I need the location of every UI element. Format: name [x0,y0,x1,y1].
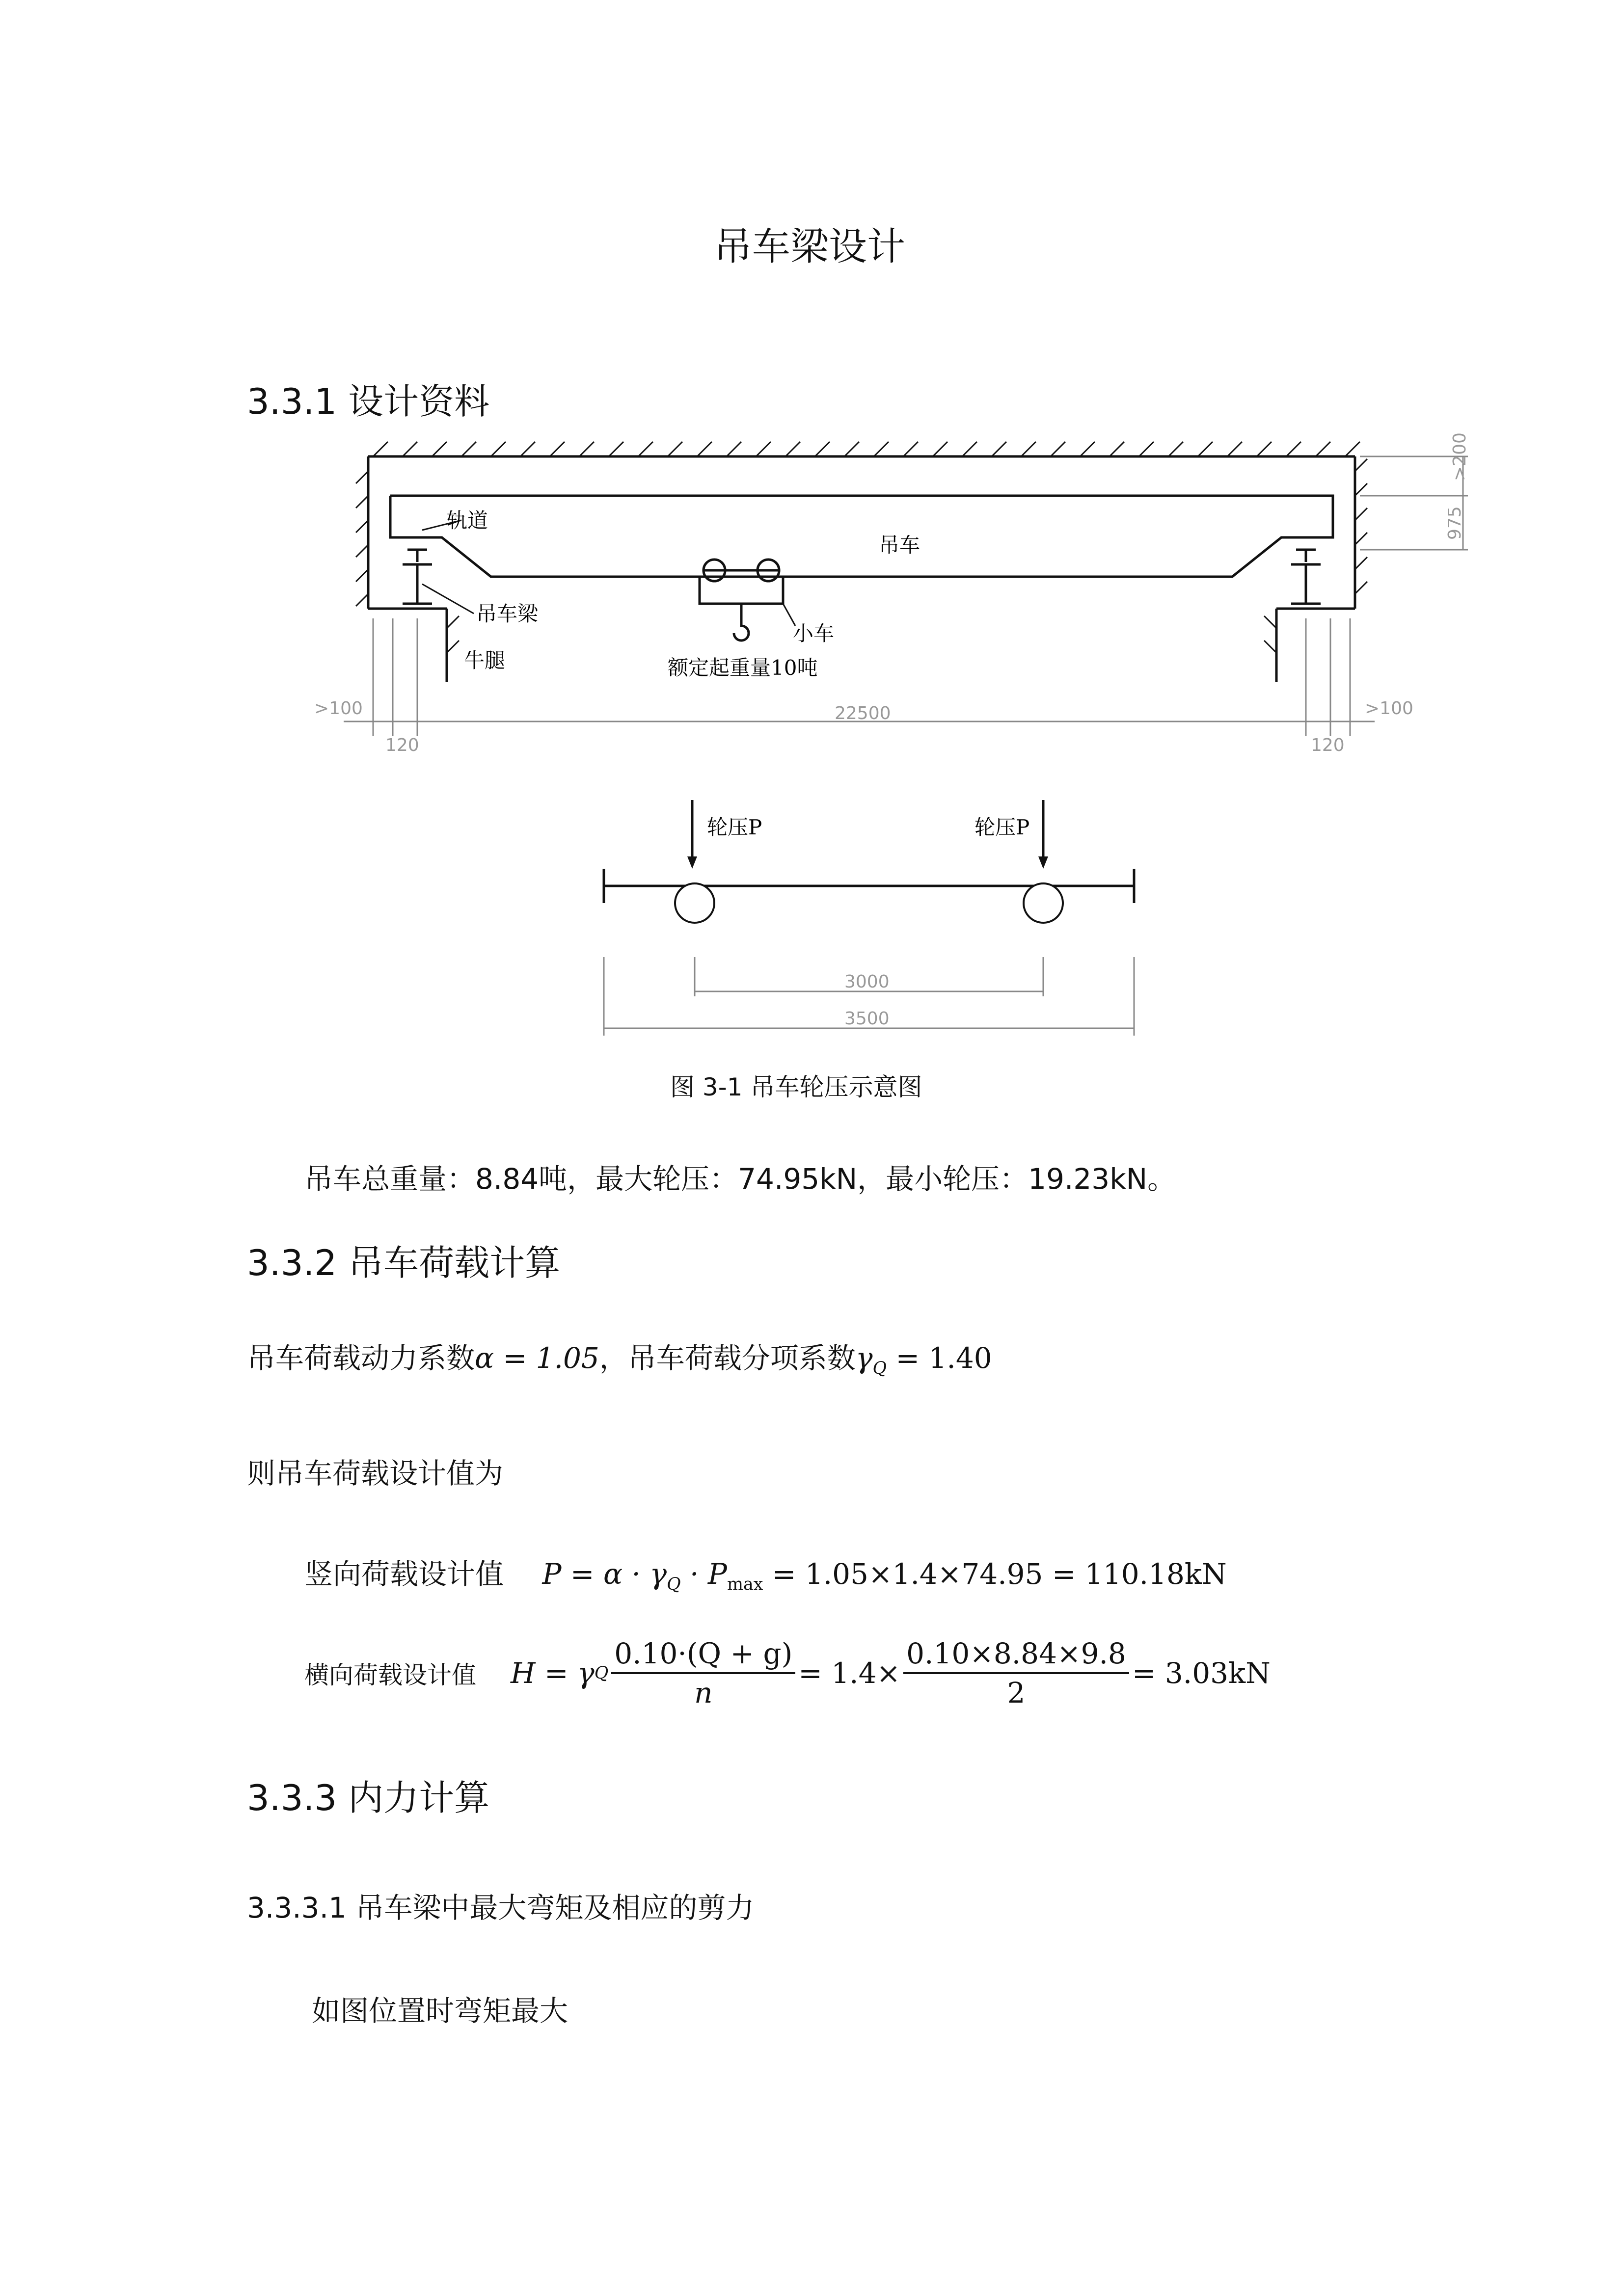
vertical-sub-max: max [727,1575,763,1595]
alpha-value: α = 1.05 [475,1341,599,1375]
position-note: 如图位置时弯矩最大 [312,1994,568,2028]
coef-mid: ，吊车荷载分项系数 [599,1341,856,1375]
label-bracket: 牛腿 [464,648,506,672]
subsection-heading-3331: 3.3.3.1 吊车梁中最大弯矩及相应的剪力 [247,1891,755,1924]
crane-summary: 吊车总重量：8.84吨，最大轮压：74.95kN，最小轮压：19.23kN。 [304,1162,1176,1196]
horizontal-fraction-1 [611,1637,795,1709]
dim-left-gap: >100 [314,698,363,719]
horizontal-load-line [304,1637,1271,1709]
page-title: 吊车梁设计 [714,225,906,269]
fraction-1-numerator: 0.10·(Q + g) [611,1637,795,1674]
label-capacity: 额定起重量10吨 [668,656,818,680]
gamma-symbol: γ [855,1341,873,1375]
dim-left-120: 120 [385,735,419,755]
dim-right-gap: >100 [1365,698,1413,719]
vertical-sub-q: Q [667,1575,681,1595]
horizontal-mid: = 1.4× [798,1656,901,1690]
horizontal-label: 横向荷载设计值 [304,1661,476,1689]
horizontal-rhs: = 3.03kN [1132,1656,1271,1690]
design-value-intro: 则吊车荷载设计值为 [247,1457,504,1490]
dim-200: >200 [1450,432,1470,481]
crane-wheel-load-figure [295,422,1522,1129]
horizontal-lhs: H = γ [511,1656,595,1690]
label-track: 轨道 [447,508,488,533]
horizontal-sub-q: Q [594,1663,609,1683]
fraction-2-denominator: 2 [1007,1676,1026,1709]
coef-prefix: 吊车荷载动力系数 [247,1341,475,1375]
fraction-1-denominator: n [694,1676,713,1709]
vertical-rhs: = 1.05×1.4×74.95 = 110.18kN [763,1557,1227,1591]
dim-wheel-spacing: 3000 [844,972,890,992]
dim-975: 975 [1445,506,1465,540]
label-wheel-load-right: 轮压P [974,815,1030,839]
vertical-mid: · P [680,1557,727,1591]
label-crane-beam: 吊车梁 [476,602,539,626]
gamma-subscript: Q [872,1359,887,1379]
dim-wheel-base: 3500 [844,1009,890,1029]
section-heading-332: 3.3.2 吊车荷载计算 [247,1242,561,1283]
label-trolley: 小车 [793,621,835,645]
coefficients-line [247,1335,992,1378]
horizontal-fraction-2 [903,1637,1129,1709]
vertical-lhs: P = α · γ [542,1557,667,1591]
dim-right-120: 120 [1311,735,1345,755]
vertical-label: 竖向荷载设计值 [304,1557,504,1591]
dim-span: 22500 [835,703,891,723]
section-heading-331: 3.3.1 设计资料 [247,381,490,422]
fraction-2-numerator: 0.10×8.84×9.8 [903,1637,1129,1674]
label-wheel-load-left: 轮压P [707,815,762,839]
vertical-load-line [304,1551,1227,1594]
section-heading-333: 3.3.3 内力计算 [247,1777,490,1818]
figure-caption: 图 3-1 吊车轮压示意图 [670,1073,922,1101]
gamma-value: = 1.40 [887,1341,992,1375]
label-crane: 吊车 [879,533,920,557]
